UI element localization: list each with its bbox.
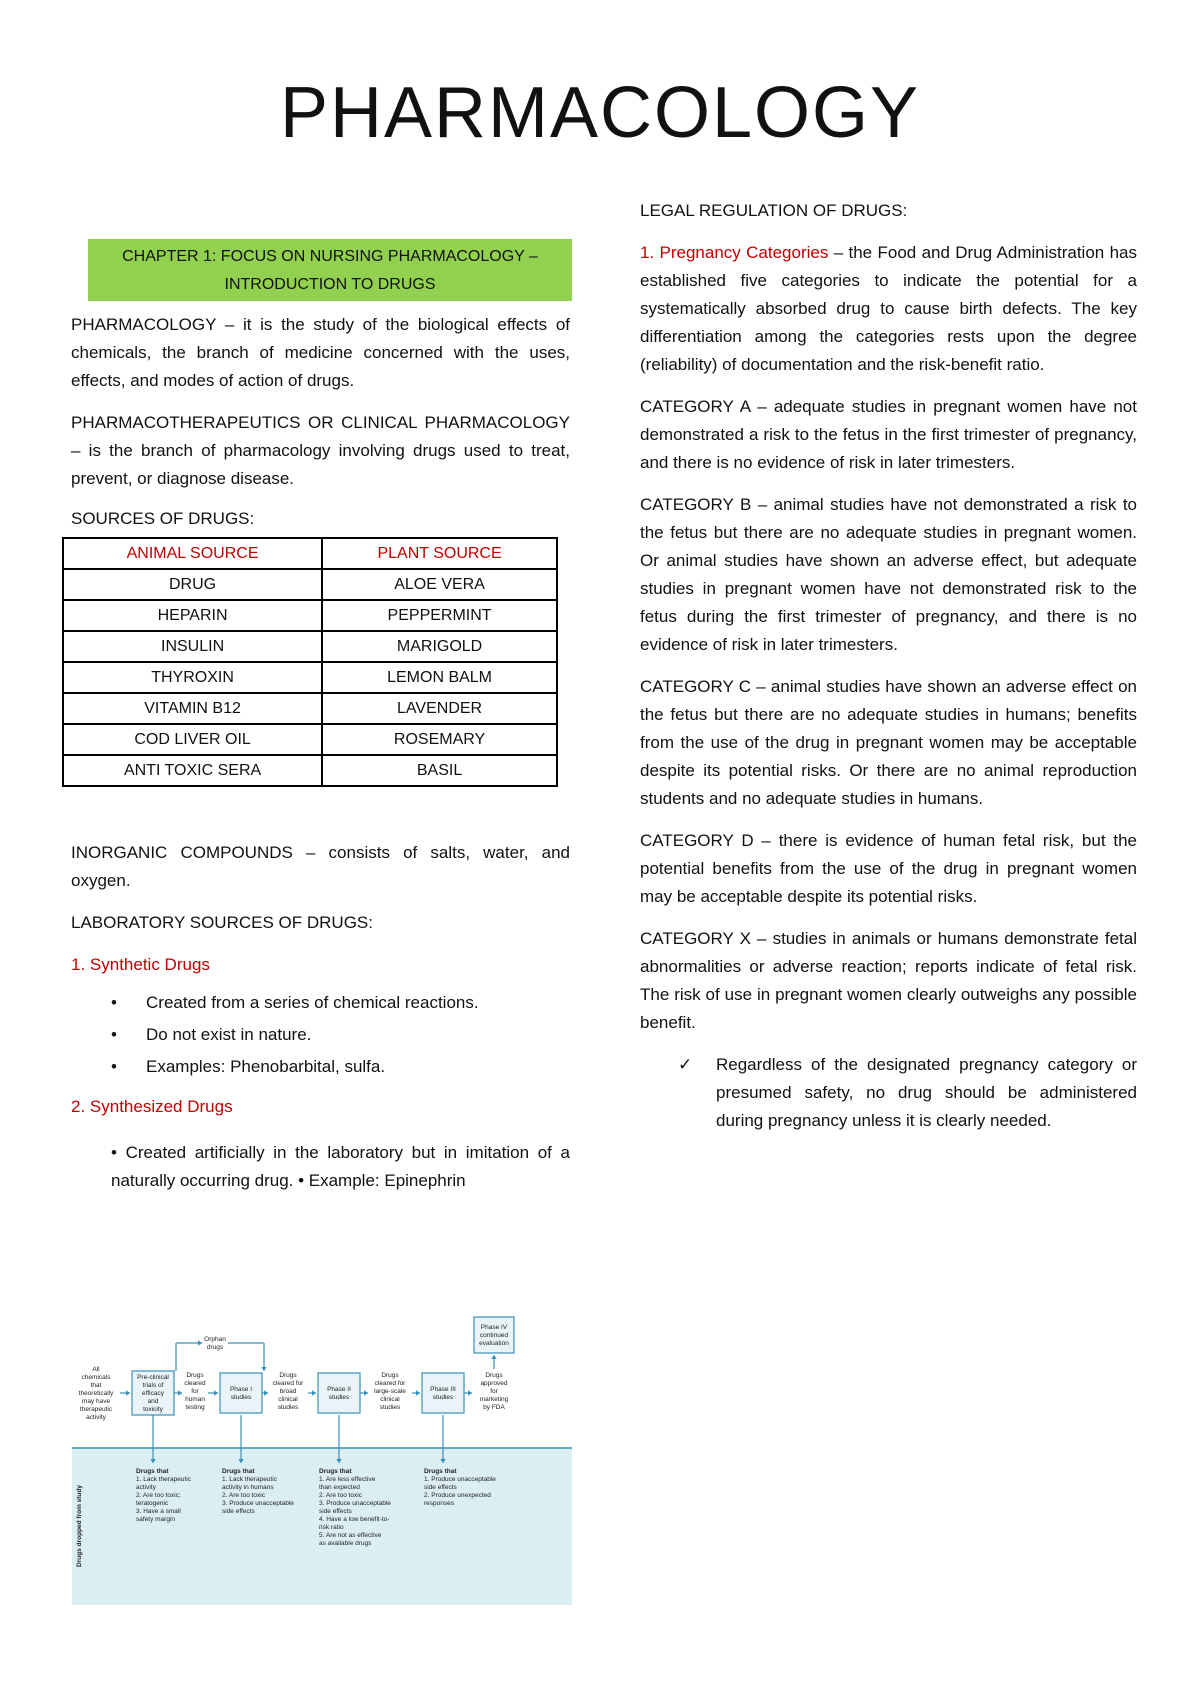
- cleared-human-label: testing: [185, 1404, 205, 1411]
- table-cell: MARIGOLD: [322, 631, 557, 662]
- table-row: [63, 724, 557, 755]
- drop3-list: 5. Are not as effective: [319, 1532, 382, 1539]
- drop2-list: activity in humans: [222, 1484, 274, 1491]
- start-label: that: [90, 1382, 102, 1389]
- check-note-text: Regardless of the designated pregnancy category or presumed safety, no drug should be administered during pregnancy unless it is clearly needed.: [716, 1055, 1137, 1130]
- cleared-broad-label: clinical: [278, 1396, 298, 1403]
- right-column: [640, 197, 1137, 1135]
- phase3-label: studies: [432, 1394, 454, 1401]
- drop1-list: 2. Are too toxic;: [136, 1492, 181, 1499]
- table-cell: THYROXIN: [63, 662, 322, 693]
- drop2-list: 3. Produce unacceptable: [222, 1500, 294, 1507]
- drop4-list: side effects: [424, 1484, 457, 1491]
- table-cell: DRUG: [63, 569, 322, 600]
- start-label: activity: [86, 1414, 106, 1421]
- sources-heading: SOURCES OF DRUGS:: [71, 509, 255, 528]
- inorganic-definition: INORGANIC COMPOUNDS – consists of salts, water, and oxygen.: [71, 843, 570, 890]
- dropped-axis-label: Drugs dropped from study: [76, 1485, 83, 1567]
- drop4-list: 1. Produce unacceptable: [424, 1476, 496, 1483]
- check-note: [640, 1051, 1137, 1135]
- table-cell: COD LIVER OIL: [63, 724, 322, 755]
- phase3-box: [422, 1373, 464, 1413]
- phase2-label: studies: [328, 1394, 350, 1401]
- synthesized-heading: 2. Synthesized Drugs: [71, 1097, 233, 1116]
- table-header-plant: PLANT SOURCE: [322, 538, 557, 569]
- drop2-list: 2. Are too toxic: [222, 1492, 265, 1499]
- list-item: • Created from a series of chemical reactions.: [71, 987, 570, 1019]
- table-row: [63, 600, 557, 631]
- approved-label: by FDA: [483, 1404, 505, 1411]
- phase1-label: studies: [230, 1394, 252, 1401]
- drop3-list: than expected: [319, 1484, 360, 1491]
- drop1-list: safety margin: [136, 1516, 176, 1523]
- cleared-broad-label: studies: [277, 1404, 299, 1411]
- drop1-list: activity: [136, 1484, 156, 1491]
- cleared-human-label: cleared: [184, 1380, 206, 1387]
- table-cell: LAVENDER: [322, 693, 557, 724]
- lab-sources-heading: LABORATORY SOURCES OF DRUGS:: [71, 913, 373, 932]
- table-cell: LEMON BALM: [322, 662, 557, 693]
- table-cell: ANTI TOXIC SERA: [63, 755, 322, 786]
- preclinical-label: and: [147, 1398, 159, 1405]
- drop3-list: risk ratio: [319, 1524, 344, 1531]
- cleared-large-label: studies: [379, 1404, 401, 1411]
- cleared-large-label: cleared for: [374, 1380, 406, 1387]
- table-row: [63, 569, 557, 600]
- orphan-label: drugs: [206, 1344, 224, 1351]
- list-item: • Do not exist in nature.: [71, 1019, 570, 1051]
- pregnancy-categories: [640, 239, 1137, 379]
- start-label: therapeutic: [79, 1406, 113, 1413]
- start-label: may have: [81, 1398, 111, 1405]
- table-row: [63, 755, 557, 786]
- cleared-broad-label: Drugs: [279, 1372, 297, 1379]
- drop3-list: 1. Are less effective: [319, 1476, 376, 1483]
- preclinical-label: efficacy: [142, 1390, 164, 1397]
- drop4-list: Drugs that: [424, 1468, 457, 1475]
- left-column: [71, 239, 570, 1195]
- cleared-human-label: for: [191, 1388, 199, 1395]
- preclinical-label: trials of: [142, 1382, 164, 1389]
- drop3-list: 3. Produce unacceptable: [319, 1500, 391, 1507]
- drop3-list: as available drugs: [319, 1540, 372, 1547]
- chapter-heading: CHAPTER 1: FOCUS ON NURSING PHARMACOLOGY – INTRODUCTION TO DRUGS: [88, 239, 572, 301]
- orphan-label: Orphan: [204, 1336, 226, 1343]
- synthetic-list: [71, 987, 570, 1083]
- drop4-list: 2. Produce unexpected: [424, 1492, 491, 1499]
- pharmacology-definition: PHARMACOLOGY – it is the study of the biological effects of chemicals, the branch of medicine concerned with the uses, effects, and modes of action of drugs.: [71, 315, 570, 390]
- start-label: chemicals: [81, 1374, 111, 1381]
- approved-label: for: [490, 1388, 498, 1395]
- checkmark-icon: ✓: [678, 1055, 693, 1074]
- phase4-label: continued: [479, 1332, 509, 1339]
- drop2-list: 1. Lack therapeutic: [222, 1476, 277, 1483]
- drop4-list: responses: [424, 1500, 454, 1507]
- phase4-label: evaluation: [479, 1340, 509, 1347]
- cleared-human-label: Drugs: [186, 1372, 204, 1379]
- drop3-list: 4. Have a low benefit-to-: [319, 1516, 390, 1523]
- table-cell: HEPARIN: [63, 600, 322, 631]
- category-d: CATEGORY D – there is evidence of human fetal risk, but the potential benefits from the use of the drug in pregnant women may be acceptable despite its potential risks.: [640, 831, 1137, 906]
- cleared-broad-label: cleared for: [272, 1380, 304, 1387]
- phase1-box: [220, 1373, 262, 1413]
- synthetic-heading: 1. Synthetic Drugs: [71, 955, 210, 974]
- start-label: theoretically: [78, 1390, 114, 1397]
- preclinical-label: toxicity: [143, 1406, 163, 1413]
- cleared-human-label: human: [185, 1396, 205, 1403]
- table-row: [63, 693, 557, 724]
- start-label: All: [92, 1366, 100, 1373]
- phase1-label: Phase I: [229, 1386, 253, 1393]
- cleared-broad-label: broad: [279, 1388, 297, 1395]
- table-header-row: [63, 538, 557, 569]
- bullet-icon: •: [111, 1025, 117, 1044]
- page-title: PHARMACOLOGY: [279, 73, 921, 153]
- table-cell: VITAMIN B12: [63, 693, 322, 724]
- drop2-list: side effects: [222, 1508, 255, 1515]
- drop3-list: side effects: [319, 1508, 352, 1515]
- drop2-list: Drugs that: [222, 1468, 255, 1475]
- phase2-label: Phase II: [327, 1386, 351, 1393]
- pharmacotherapeutics-definition: PHARMACOTHERAPEUTICS OR CLINICAL PHARMACOLOGY – is the branch of pharmacology involving drugs used to treat, prevent, or diagnose disease.: [71, 413, 570, 488]
- drop3-list: 2. Are too toxic: [319, 1492, 362, 1499]
- preclinical-label: Pre-clinical: [137, 1374, 169, 1381]
- cleared-large-label: large-scale: [374, 1388, 406, 1395]
- table-cell: BASIL: [322, 755, 557, 786]
- cleared-large-label: Drugs: [381, 1372, 399, 1379]
- legal-heading: LEGAL REGULATION OF DRUGS:: [640, 201, 908, 220]
- phase3-label: Phase III: [430, 1386, 456, 1393]
- table-row: [63, 662, 557, 693]
- table-cell: ALOE VERA: [322, 569, 557, 600]
- category-c: CATEGORY C – animal studies have shown an adverse effect on the fetus but there are no adequate studies in humans; benefits from the use of the drug in pregnant women may be acceptable despite its potential risks. Or there are no animal reproduction students and no adequate studies in humans.: [640, 677, 1137, 808]
- drop3-list: Drugs that: [319, 1468, 352, 1475]
- category-a: CATEGORY A – adequate studies in pregnant women have not demonstrated a risk to the fetus in the first trimester of pregnancy, and there is no evidence of risk in later trimesters.: [640, 397, 1137, 472]
- table-cell: ROSEMARY: [322, 724, 557, 755]
- approved-label: approved: [480, 1380, 508, 1387]
- drop1-list: teratogenic: [136, 1500, 169, 1507]
- table-row: [63, 631, 557, 662]
- bullet-icon: •: [111, 993, 117, 1012]
- drop1-list: 3. Have a small: [136, 1508, 181, 1515]
- pregnancy-text: – the Food and Drug Administration has established five categories to indicate the potential for a systematically absorbed drug to cause birth defects. The key differentiation among the categories rests upon the degree (reliability) of documentation and the risk-benefit ratio.: [640, 243, 1138, 374]
- cleared-large-label: clinical: [380, 1396, 400, 1403]
- category-x: CATEGORY X – studies in animals or humans demonstrate fetal abnormalities or adverse reaction; reports indicate of fetal risk. The risk of use in pregnant women clearly outweighs any possible benefit.: [640, 929, 1137, 1032]
- phase4-label: Phase IV: [480, 1324, 508, 1331]
- synthesized-text: • Created artificially in the laboratory but in imitation of a naturally occurring drug. • Example: Epinephrin: [111, 1143, 570, 1190]
- bullet-icon: •: [111, 1057, 117, 1076]
- phase2-box: [318, 1373, 360, 1413]
- drop1-list: Drugs that: [136, 1468, 169, 1475]
- approved-label: marketing: [479, 1396, 509, 1403]
- table-cell: INSULIN: [63, 631, 322, 662]
- table-cell: PEPPERMINT: [322, 600, 557, 631]
- category-b: CATEGORY B – animal studies have not demonstrated a risk to the fetus but there are no adequate studies in pregnant women. Or animal studies have shown an adverse effect, but adequate studies in pregnant women have not demonstrated risk to the fetus during the first trimester of pregnancy, and there is no evidence of risk in later trimesters.: [640, 495, 1137, 654]
- approved-label: Drugs: [485, 1372, 503, 1379]
- sources-table: [62, 537, 558, 787]
- drop1-list: 1. Lack therapeutic: [136, 1476, 191, 1483]
- pregnancy-label: 1. Pregnancy Categories: [640, 243, 829, 262]
- table-header-animal: ANIMAL SOURCE: [63, 538, 322, 569]
- drug-development-diagram: [72, 1313, 572, 1605]
- list-item: • Examples: Phenobarbital, sulfa.: [71, 1051, 570, 1083]
